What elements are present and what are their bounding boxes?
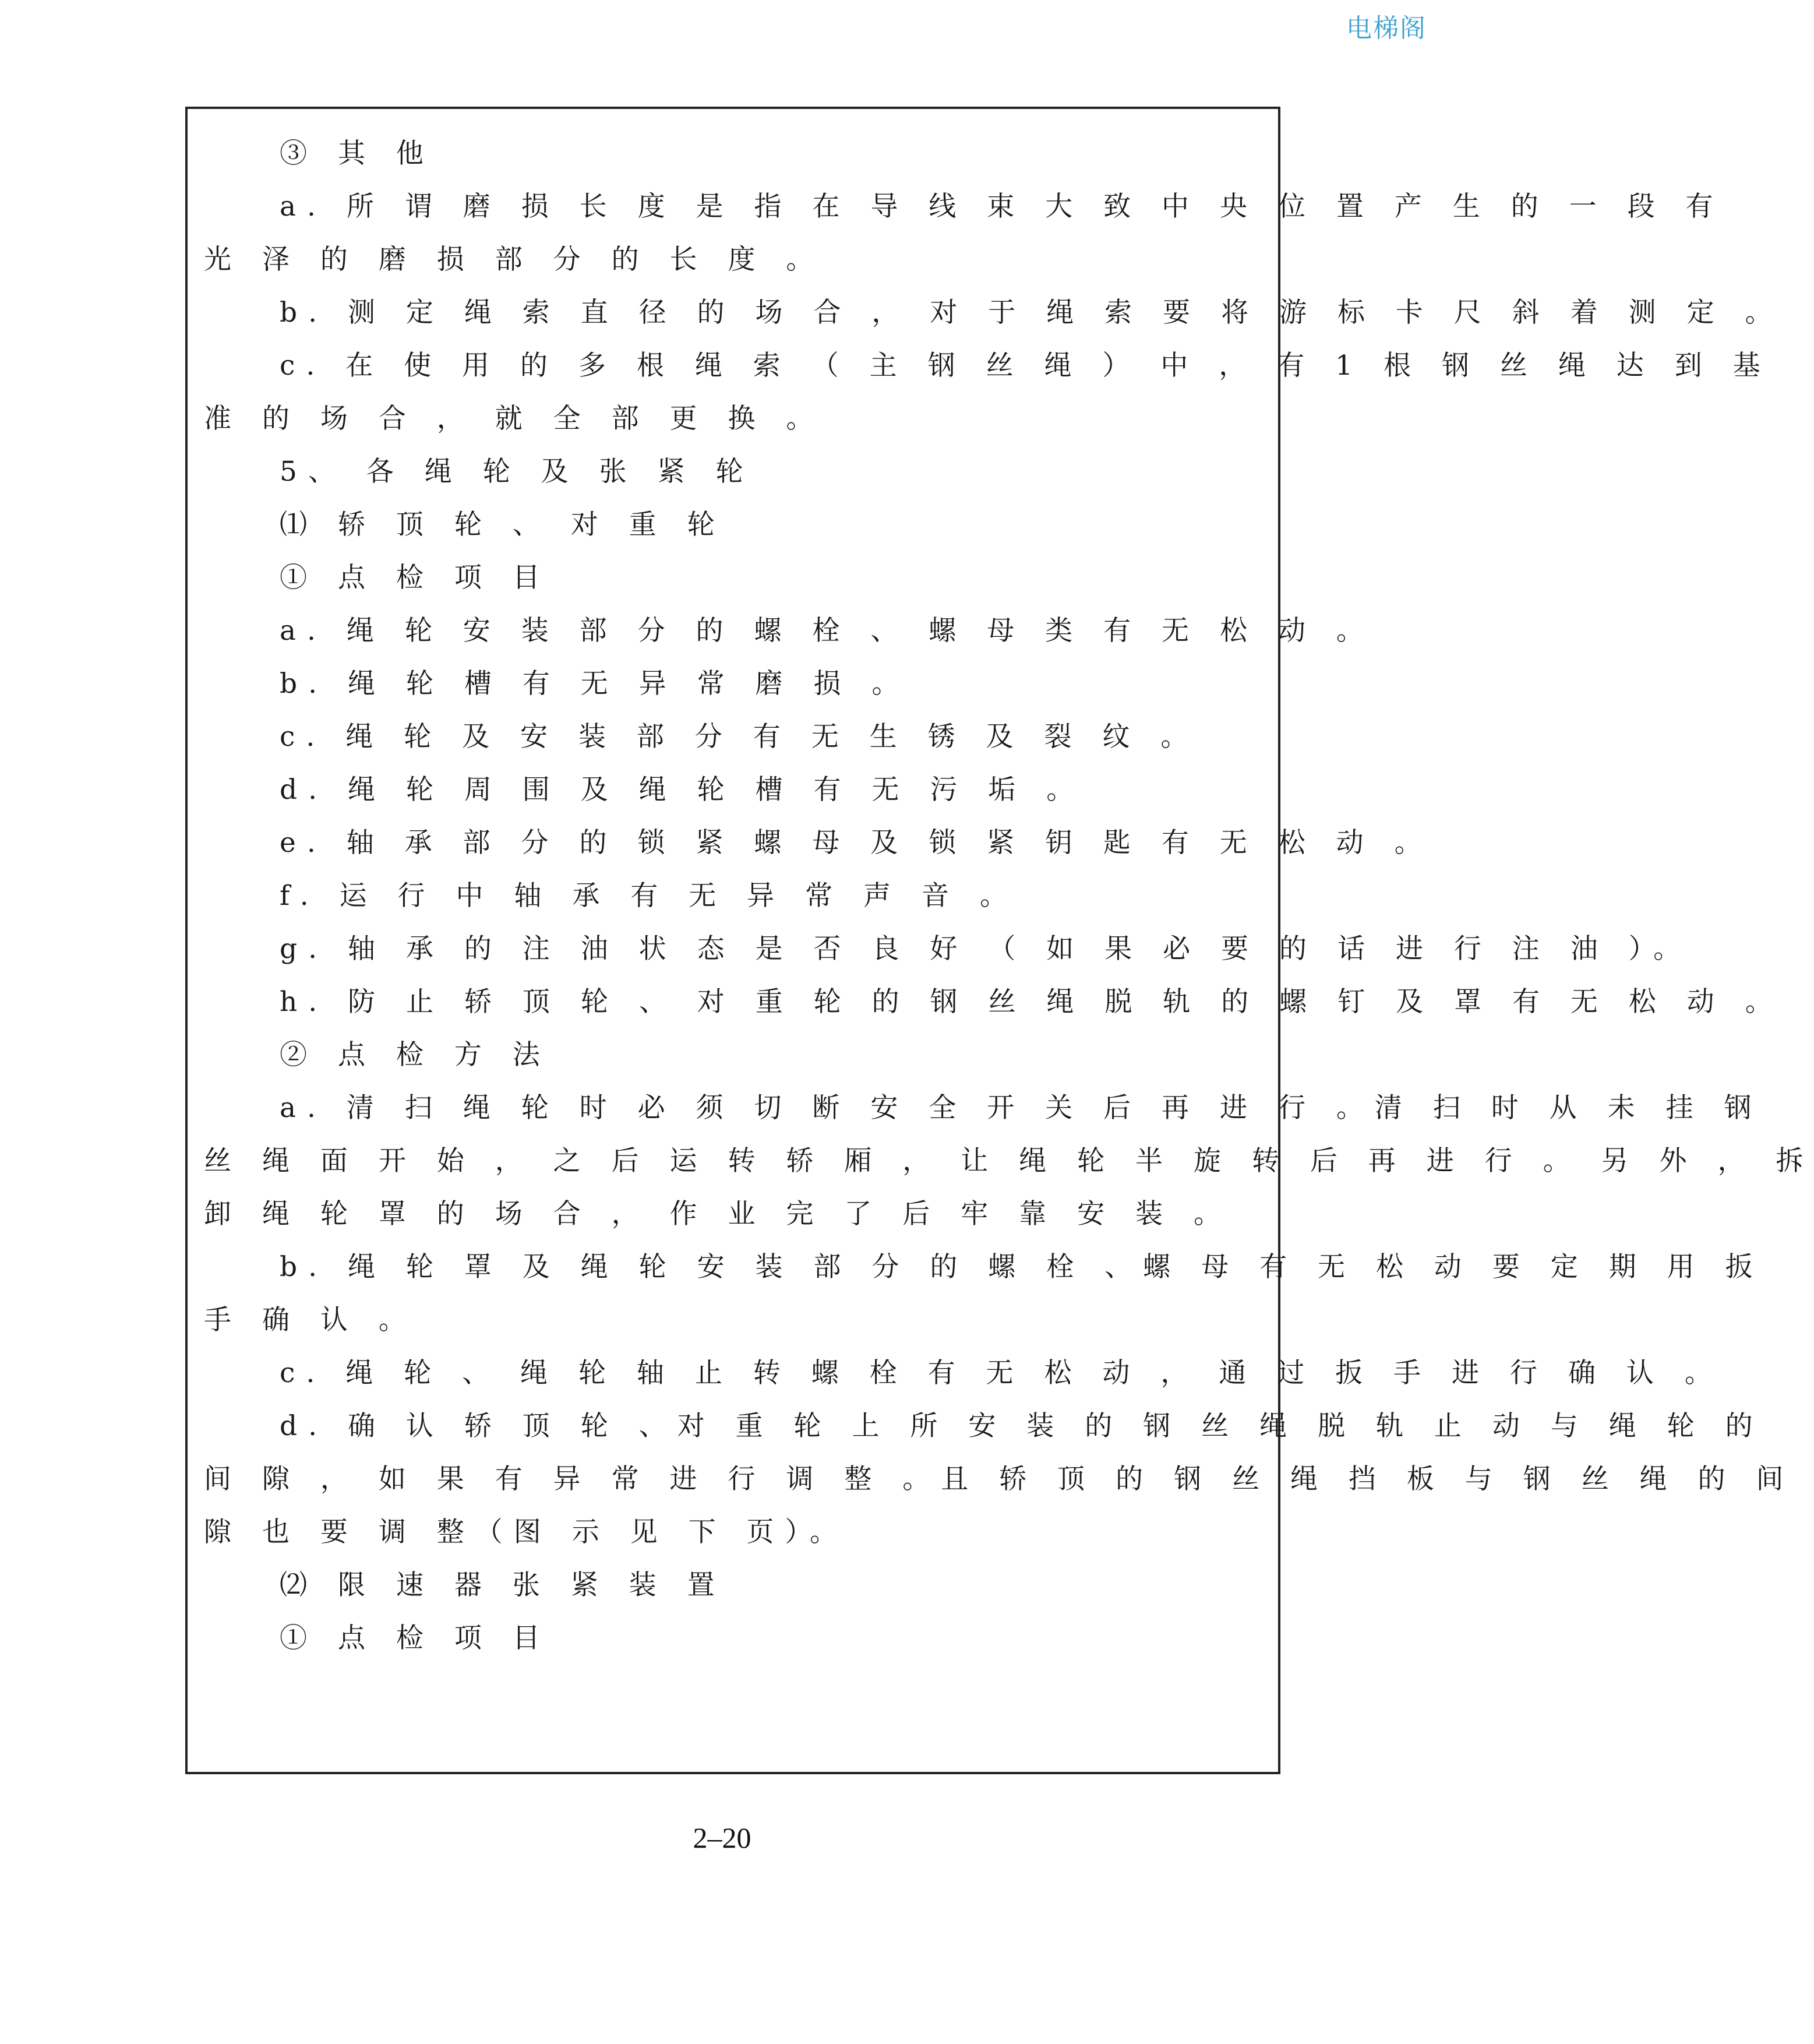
- paragraph-line: d. 确 认 轿 顶 轮 、对 重 轮 上 所 安 装 的 钢 丝 绳 脱 轨 止 动 与 绳 轮 的: [280, 1410, 1764, 1442]
- paragraph-line: 准 的 场 合 ， 就 全 部 更 换 。: [204, 403, 825, 435]
- paragraph-line: b. 绳 轮 罩 及 绳 轮 安 装 部 分 的 螺 栓 、螺 母 有 无 松 动 要 定 期 用 扳: [280, 1251, 1764, 1283]
- heading-others: ③ 其 他: [280, 138, 435, 170]
- subsection-heading-2: ⑵ 限 速 器 张 紧 装 置: [280, 1569, 726, 1601]
- heading-inspection-method: ② 点 检 方 法: [280, 1039, 551, 1071]
- page-number: 2–20: [693, 1821, 751, 1854]
- list-item: a. 绳 轮 安 装 部 分 的 螺 栓 、 螺 母 类 有 无 松 动 。: [280, 615, 1375, 647]
- paragraph-line: c. 在 使 用 的 多 根 绳 索 （ 主 钢 丝 绳 ） 中 ， 有 1 根 钢 丝 绳 达 到 基: [280, 350, 1771, 382]
- heading-inspection-items: ① 点 检 项 目: [280, 1622, 551, 1654]
- list-item: b. 绳 轮 槽 有 无 异 常 磨 损 。: [280, 668, 910, 700]
- paragraph-line: 间 隙 ， 如 果 有 异 常 进 行 调 整 。且 轿 顶 的 钢 丝 绳 挡 板 与 钢 丝 绳 的 间: [204, 1463, 1795, 1495]
- list-item: f. 运 行 中 轴 承 有 无 异 常 声 音 。: [280, 880, 1018, 912]
- paragraph-line: 光 泽 的 磨 损 部 分 的 长 度 。: [204, 244, 825, 276]
- subsection-heading-1: ⑴ 轿 顶 轮 、 对 重 轮: [280, 509, 726, 541]
- paragraph-line: 隙 也 要 调 整（图 示 见 下 页）。: [204, 1516, 849, 1548]
- section-heading-5: 5、 各 绳 轮 及 张 紧 轮: [280, 456, 754, 488]
- paragraph-line: c. 绳 轮 、 绳 轮 轴 止 转 螺 栓 有 无 松 动 ， 通 过 扳 手 进 行 确 认 。: [280, 1357, 1723, 1389]
- list-item: e. 轴 承 部 分 的 锁 紧 螺 母 及 锁 紧 钥 匙 有 无 松 动 。: [280, 827, 1433, 859]
- paragraph-line: 手 确 认 。: [204, 1304, 417, 1336]
- list-item: c. 绳 轮 及 安 装 部 分 有 无 生 锈 及 裂 纹 。: [280, 721, 1199, 753]
- list-item: g. 轴 承 的 注 油 状 态 是 否 良 好 （ 如 果 必 要 的 话 进 行 注 油 ）。: [280, 933, 1692, 965]
- paragraph-line: 丝 绳 面 开 始 ， 之 后 运 转 轿 厢 ， 让 绳 轮 半 旋 转 后 再 进 行 。 另 外 ， 拆: [204, 1145, 1814, 1177]
- list-item: h. 防 止 轿 顶 轮 、 对 重 轮 的 钢 丝 绳 脱 轨 的 螺 钉 及 罩 有 无 松 动 。: [280, 986, 1784, 1018]
- heading-inspection-items: ① 点 检 项 目: [280, 562, 551, 594]
- document-body: [204, 127, 1814, 1665]
- paragraph-line: a. 清 扫 绳 轮 时 必 须 切 断 安 全 开 关 后 再 进 行 。清 扫 时 从 未 挂 钢: [280, 1092, 1763, 1124]
- list-item: d. 绳 轮 周 围 及 绳 轮 槽 有 无 污 垢 。: [280, 774, 1085, 806]
- watermark-text: 电梯阁: [1346, 13, 1427, 43]
- paragraph-line: a. 所 谓 磨 损 长 度 是 指 在 导 线 束 大 致 中 央 位 置 产 生 的 一 段 有: [280, 191, 1724, 223]
- paragraph-line: 卸 绳 轮 罩 的 场 合 ， 作 业 完 了 后 牢 靠 安 装 。: [204, 1198, 1232, 1230]
- paragraph-line: b. 测 定 绳 索 直 径 的 场 合 ， 对 于 绳 索 要 将 游 标 卡 尺 斜 着 测 定 。: [280, 297, 1784, 329]
